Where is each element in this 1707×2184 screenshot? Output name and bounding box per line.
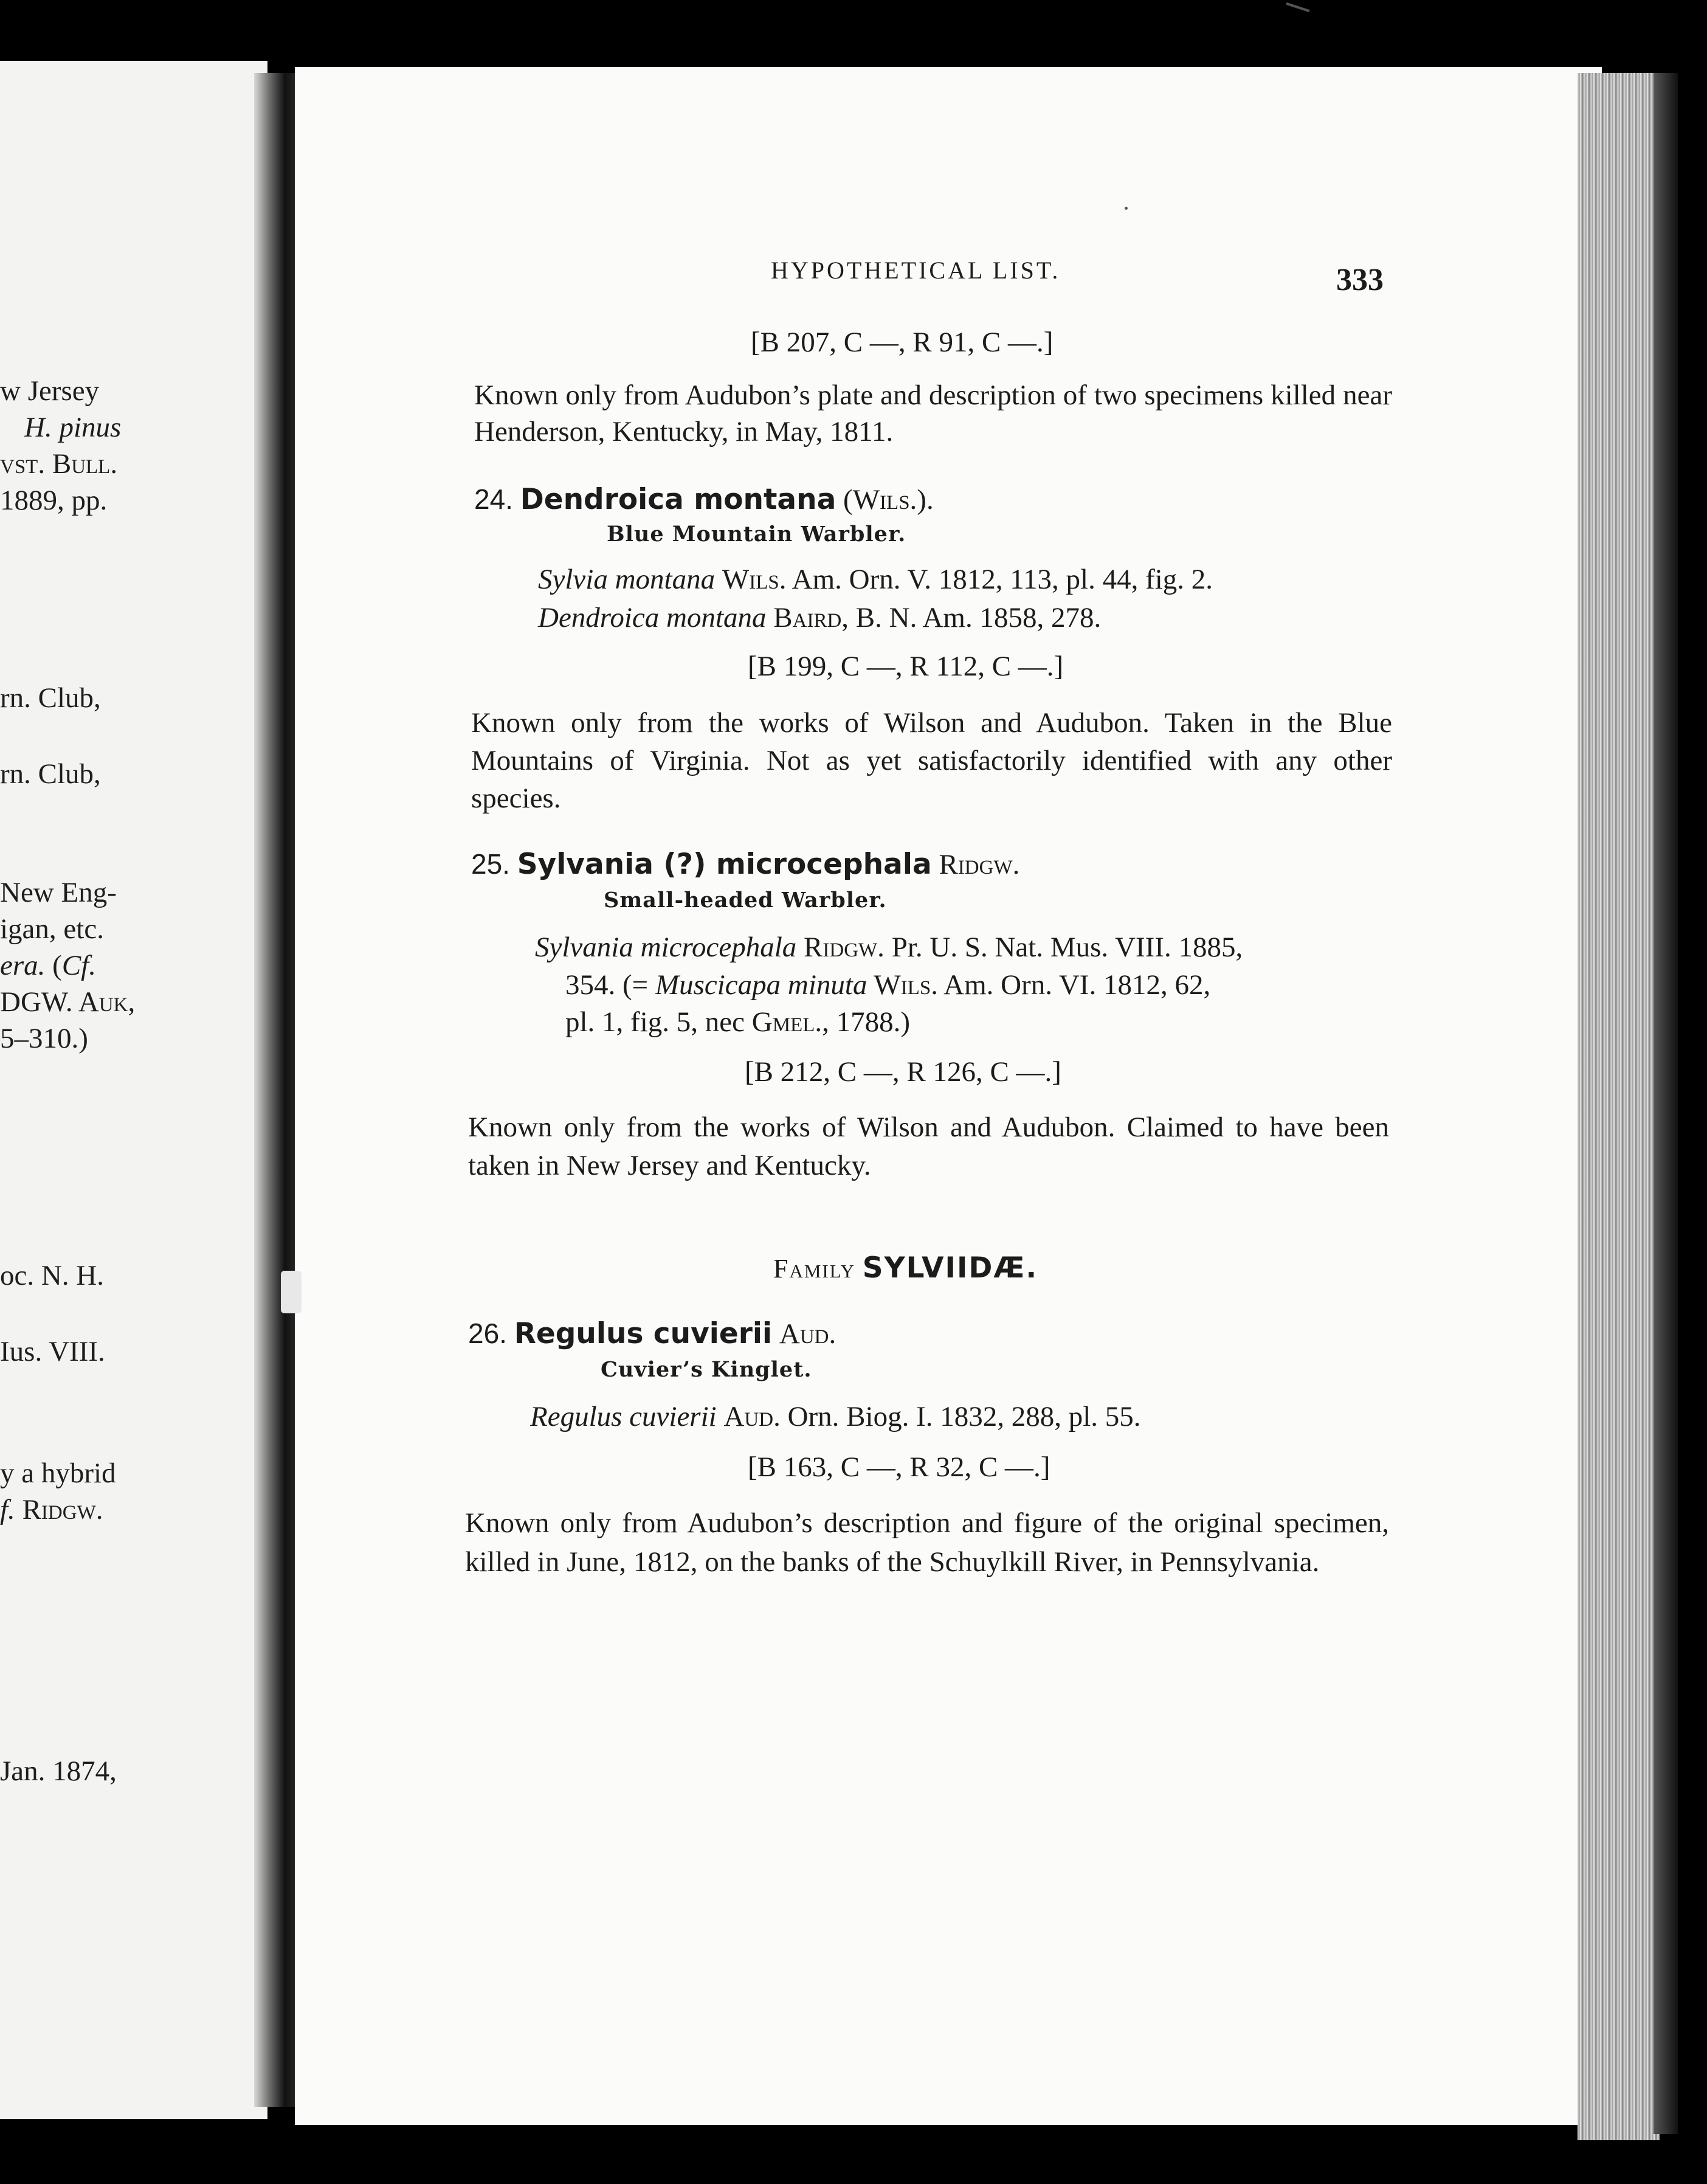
synonymy-citation: Dendroica montana Baird, B. N. Am. 1858, 278.	[538, 602, 1102, 634]
page-333	[295, 67, 1602, 2125]
scan-speck	[1125, 207, 1128, 210]
facing-page-line: rn. Club,	[0, 758, 101, 790]
record-refs: [B 207, C —, R 91, C —.]	[751, 327, 1054, 358]
facing-page-line: Jan. 1874,	[0, 1755, 117, 1787]
common-name: Small-headed Warbler.	[604, 888, 887, 913]
common-name: Blue Mountain Warbler.	[607, 522, 906, 547]
scientific-name: Dendroica montana	[520, 483, 836, 516]
scientific-name: Sylvania (?) microcephala	[517, 848, 932, 881]
facing-page-line: era. (Cf.	[0, 950, 96, 981]
facing-page-line: rn. Club,	[0, 682, 101, 714]
synonymy-citation: Sylvania microcephala Ridgw. Pr. U. S. Nat. Mus. VIII. 1885,	[535, 931, 1243, 963]
family-label: Family	[773, 1254, 855, 1284]
synonymy-citation: 354. (= Muscicapa minuta Wils. Am. Orn. VI. 1812, 62,	[565, 969, 1211, 1001]
facing-page-line: vst. Bull.	[0, 448, 118, 480]
record-refs: [B 199, C —, R 112, C —.]	[748, 651, 1064, 682]
species-number: 24.	[474, 483, 513, 515]
species-heading	[471, 850, 1019, 879]
synonymy-citation: pl. 1, fig. 5, nec Gmel., 1788.)	[565, 1006, 911, 1038]
species-heading	[468, 1319, 836, 1349]
record-refs: [B 212, C —, R 126, C —.]	[745, 1056, 1061, 1088]
facing-page-line: 5–310.)	[0, 1023, 88, 1054]
facing-page-line: oc. N. H.	[0, 1260, 104, 1291]
scientific-name: Regulus cuvierii	[514, 1317, 773, 1350]
species-number: 25.	[471, 848, 510, 880]
common-name: Cuvier’s Kinglet.	[601, 1357, 812, 1382]
binding-tear	[281, 1271, 302, 1313]
synonymy-citation: Regulus cuvierii Aud. Orn. Biog. I. 1832, 288, pl. 55.	[530, 1401, 1141, 1432]
running-head: HYPOTHETICAL LIST.	[771, 257, 1061, 284]
family-name: SYLVIIDÆ.	[862, 1251, 1038, 1285]
facing-page-line: f. Ridgw.	[0, 1494, 103, 1526]
facing-page-line: 1889, pp.	[0, 485, 108, 516]
facing-page-line: y a hybrid	[0, 1457, 116, 1489]
book-gutter	[254, 73, 298, 2107]
facing-page-line: H. pinus	[24, 412, 122, 443]
species-heading	[474, 485, 934, 514]
authority: (Wils.).	[843, 484, 934, 516]
facing-page-line: w Jersey	[0, 375, 100, 407]
facing-page-line: igan, etc.	[0, 913, 104, 945]
species-number: 26.	[468, 1318, 507, 1349]
record-refs: [B 163, C —, R 32, C —.]	[748, 1451, 1050, 1483]
synonymy-citation: Sylvia montana Wils. Am. Orn. V. 1812, 113, pl. 44, fig. 2.	[538, 564, 1213, 595]
entry-note: Known only from the works of Wilson and Audubon. Taken in the Blue Mountains of Virginia. Not as yet satisfactorily identified with any other species.	[471, 707, 1392, 814]
authority: Aud.	[779, 1318, 836, 1350]
facing-page-line: New Eng-	[0, 877, 117, 908]
family-heading	[773, 1251, 1038, 1285]
authority: Ridgw.	[939, 849, 1020, 880]
entry-note: Known only from Audubon’s description and figure of the original specimen, killed in June, 1812, on the banks of the Schuylkill River, in Pennsylvania.	[465, 1507, 1389, 1578]
facing-page-line: Ius. VIII.	[0, 1336, 105, 1367]
page-edges	[1578, 73, 1660, 2140]
facing-page	[0, 61, 267, 2119]
scan-speck	[1286, 2, 1309, 12]
page-edges-shadow	[1654, 73, 1678, 2134]
facing-page-line: DGW. Auk,	[0, 986, 136, 1018]
entry-note: Known only from the works of Wilson and Audubon. Claimed to have been taken in New Jersey and Kentucky.	[468, 1111, 1389, 1181]
entry-note: Known only from Audubon’s plate and description of two specimens killed near Henderson, Kentucky, in May, 1811.	[474, 379, 1392, 448]
page-number: 333	[1336, 263, 1384, 297]
